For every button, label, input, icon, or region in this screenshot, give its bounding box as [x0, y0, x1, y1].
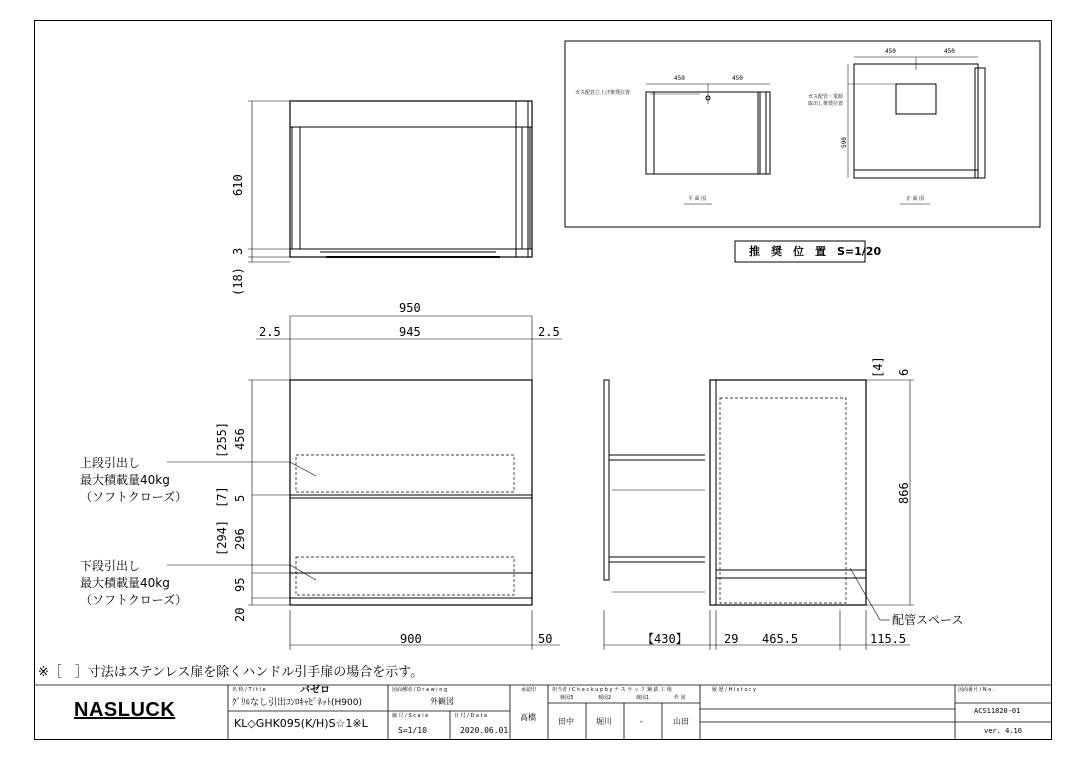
logo: NASLUCK	[74, 699, 176, 721]
dim-296: 296	[233, 528, 247, 550]
upper-drawer-line-3: （ソフトクローズ）	[80, 490, 188, 504]
recommend-title: 推 奨 位 置 S=1/20	[749, 245, 882, 258]
check-label: 担当者 / C h e c k u p b y ナ ス ラ ッ ク 鋼 鉄 工 場	[552, 687, 672, 693]
dim-3: 3	[231, 247, 245, 255]
date-value: 2020.06.01	[460, 726, 509, 735]
check-header-1: 検図3	[560, 695, 574, 701]
upper-drawer-line-1: 上段引出し	[80, 456, 141, 470]
rec-450-a: 450	[674, 75, 685, 82]
gas-pipe-plan-label: ガス配管立上げ推奨位置	[575, 90, 631, 96]
check-header-2: 検図2	[598, 695, 612, 701]
dim-2-5-left: 2.5	[259, 325, 281, 339]
title-label: 名 称 / T i t l e	[232, 687, 266, 693]
front-view	[167, 316, 562, 650]
title-value: バゼロ	[300, 685, 330, 696]
dim-610: 610	[231, 174, 245, 196]
dim-95: 95	[233, 577, 247, 592]
dim-255: [255]	[215, 421, 229, 458]
plan-view-label: 平 面 図	[688, 196, 707, 202]
top-plan-view	[248, 101, 532, 262]
dim-294: [294]	[215, 519, 229, 556]
dim-900: 900	[400, 632, 422, 646]
recommend-box	[565, 41, 1040, 262]
approval-label: 承認印	[521, 687, 537, 693]
check-value-1: 田中	[558, 717, 574, 726]
version: ver. 4.10	[984, 727, 1022, 735]
dim-866: 866	[897, 482, 911, 504]
front-view-label: 正 面 図	[906, 196, 925, 202]
check-value-2: 堀川	[596, 717, 612, 726]
check-value-3: -	[640, 717, 643, 726]
gas-pipe-front-label-2: 取出し推奨位置	[808, 101, 844, 107]
dim-456: 456	[233, 428, 247, 450]
upper-drawer-line-2: 最大積載量40kg	[80, 473, 170, 487]
drawing-value: 外観図	[430, 697, 454, 706]
check-header-3: 検図1	[636, 695, 650, 701]
dim-20: 20	[233, 607, 247, 622]
dim-430: 【430】	[642, 632, 688, 646]
product-desc: ｸﾞﾘﾙなし引出ｺﾝﾛｷｬﾋﾞﾈｯﾄ(H900)	[232, 698, 362, 708]
dim-29: 29	[724, 632, 739, 646]
rec-450-c: 450	[885, 48, 896, 55]
check-value-4: 山田	[673, 717, 689, 726]
gas-pipe-front-label-1: ガス配管・電源	[808, 94, 844, 100]
drawing-number: ACS11820-01	[974, 707, 1021, 715]
dim-115-5: 115.5	[870, 632, 907, 646]
dim-18: (18)	[231, 267, 245, 296]
scale-label: 縮 尺 / S c a l e	[392, 713, 429, 719]
lower-drawer-label	[80, 558, 187, 609]
history-label: 履 歴 / H i s t o r y	[712, 687, 756, 693]
side-view	[604, 380, 914, 650]
dim-2-5-right: 2.5	[538, 325, 560, 339]
dim-4: [4]	[871, 356, 885, 378]
rec-590: 590	[841, 137, 848, 148]
drawing-number-label: 図面番号 / N o .	[958, 687, 995, 693]
title-block	[34, 685, 1052, 740]
dim-6: 6	[897, 368, 911, 376]
rec-450-d: 450	[944, 48, 955, 55]
dim-5: 5	[233, 494, 247, 502]
upper-drawer-label	[80, 455, 187, 506]
dim-950: 950	[399, 301, 421, 315]
dim-945: 945	[399, 325, 421, 339]
approval-value: 高橋	[520, 713, 536, 722]
lower-drawer-line-1: 下段引出し	[80, 559, 141, 573]
date-label: 日 付 / D a t e	[454, 713, 488, 719]
check-header-4: 作 図	[674, 695, 686, 701]
footnote: ※［ ］寸法はステンレス扉を除くハンドル引手扉の場合を示す。	[38, 665, 424, 680]
pipe-space-label: 配管スペース	[892, 613, 964, 627]
dim-50: 50	[538, 632, 553, 646]
model-number: KL◇GHK095(K/H)S☆1※L	[234, 717, 368, 730]
dim-465-5: 465.5	[762, 632, 799, 646]
dim-7: [7]	[215, 486, 229, 508]
drawing-label: 図面種別 / D r a w i n g	[392, 687, 448, 693]
lower-drawer-line-2: 最大積載量40kg	[80, 576, 170, 590]
scale-value: S=1/10	[398, 726, 427, 735]
lower-drawer-line-3: （ソフトクローズ）	[80, 593, 188, 607]
rec-450-b: 450	[732, 75, 743, 82]
